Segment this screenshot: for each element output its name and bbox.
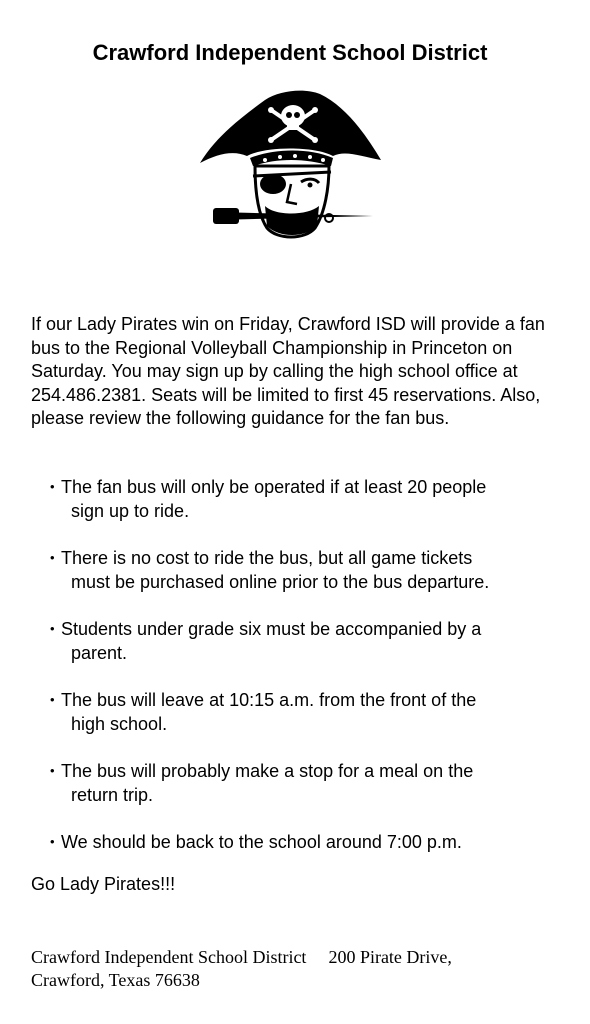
bullet-icon: • (50, 834, 55, 849)
list-item: • We should be back to the school around 7:00 p.m. (50, 832, 462, 852)
list-item: • The fan bus will only be operated if at least 20 people sign up to ride. (50, 477, 487, 521)
bullet-icon: • (50, 763, 55, 778)
footer-city: Crawford, Texas 76638 (31, 970, 200, 990)
bullet-icon: • (50, 479, 55, 494)
pirate-mascot-icon (195, 88, 385, 248)
list-item: • The bus will probably make a stop for a meal on the return trip. (50, 761, 474, 805)
bullet-icon: • (50, 692, 55, 707)
list-item: • Students under grade six must be accompanied by a parent. (50, 619, 482, 663)
footer-district: Crawford Independent School District (31, 947, 307, 967)
footer-street: 200 Pirate Drive, (328, 947, 452, 967)
bullet-icon: • (50, 621, 55, 636)
bullet-icon: • (50, 550, 55, 565)
list-item: • The bus will leave at 10:15 a.m. from the front of the high school. (50, 690, 477, 734)
footer-address (31, 946, 571, 992)
page-title: Crawford Independent School District (92, 40, 488, 65)
guidance-list (48, 475, 568, 877)
closing-line: Go Lady Pirates!!! (31, 874, 176, 894)
intro-paragraph: If our Lady Pirates win on Friday, Crawford ISD will provide a fan bus to the Regional Volleyball Championship in Princeton on Saturday. You may sign up by calling the high school office at 254.486.2381. Seats will be limited to first 45 reservations. Also, please review the following guidance for the fan bus. (31, 314, 545, 428)
list-item: • There is no cost to ride the bus, but all game tickets must be purchased online prior to the bus departure. (50, 548, 490, 592)
